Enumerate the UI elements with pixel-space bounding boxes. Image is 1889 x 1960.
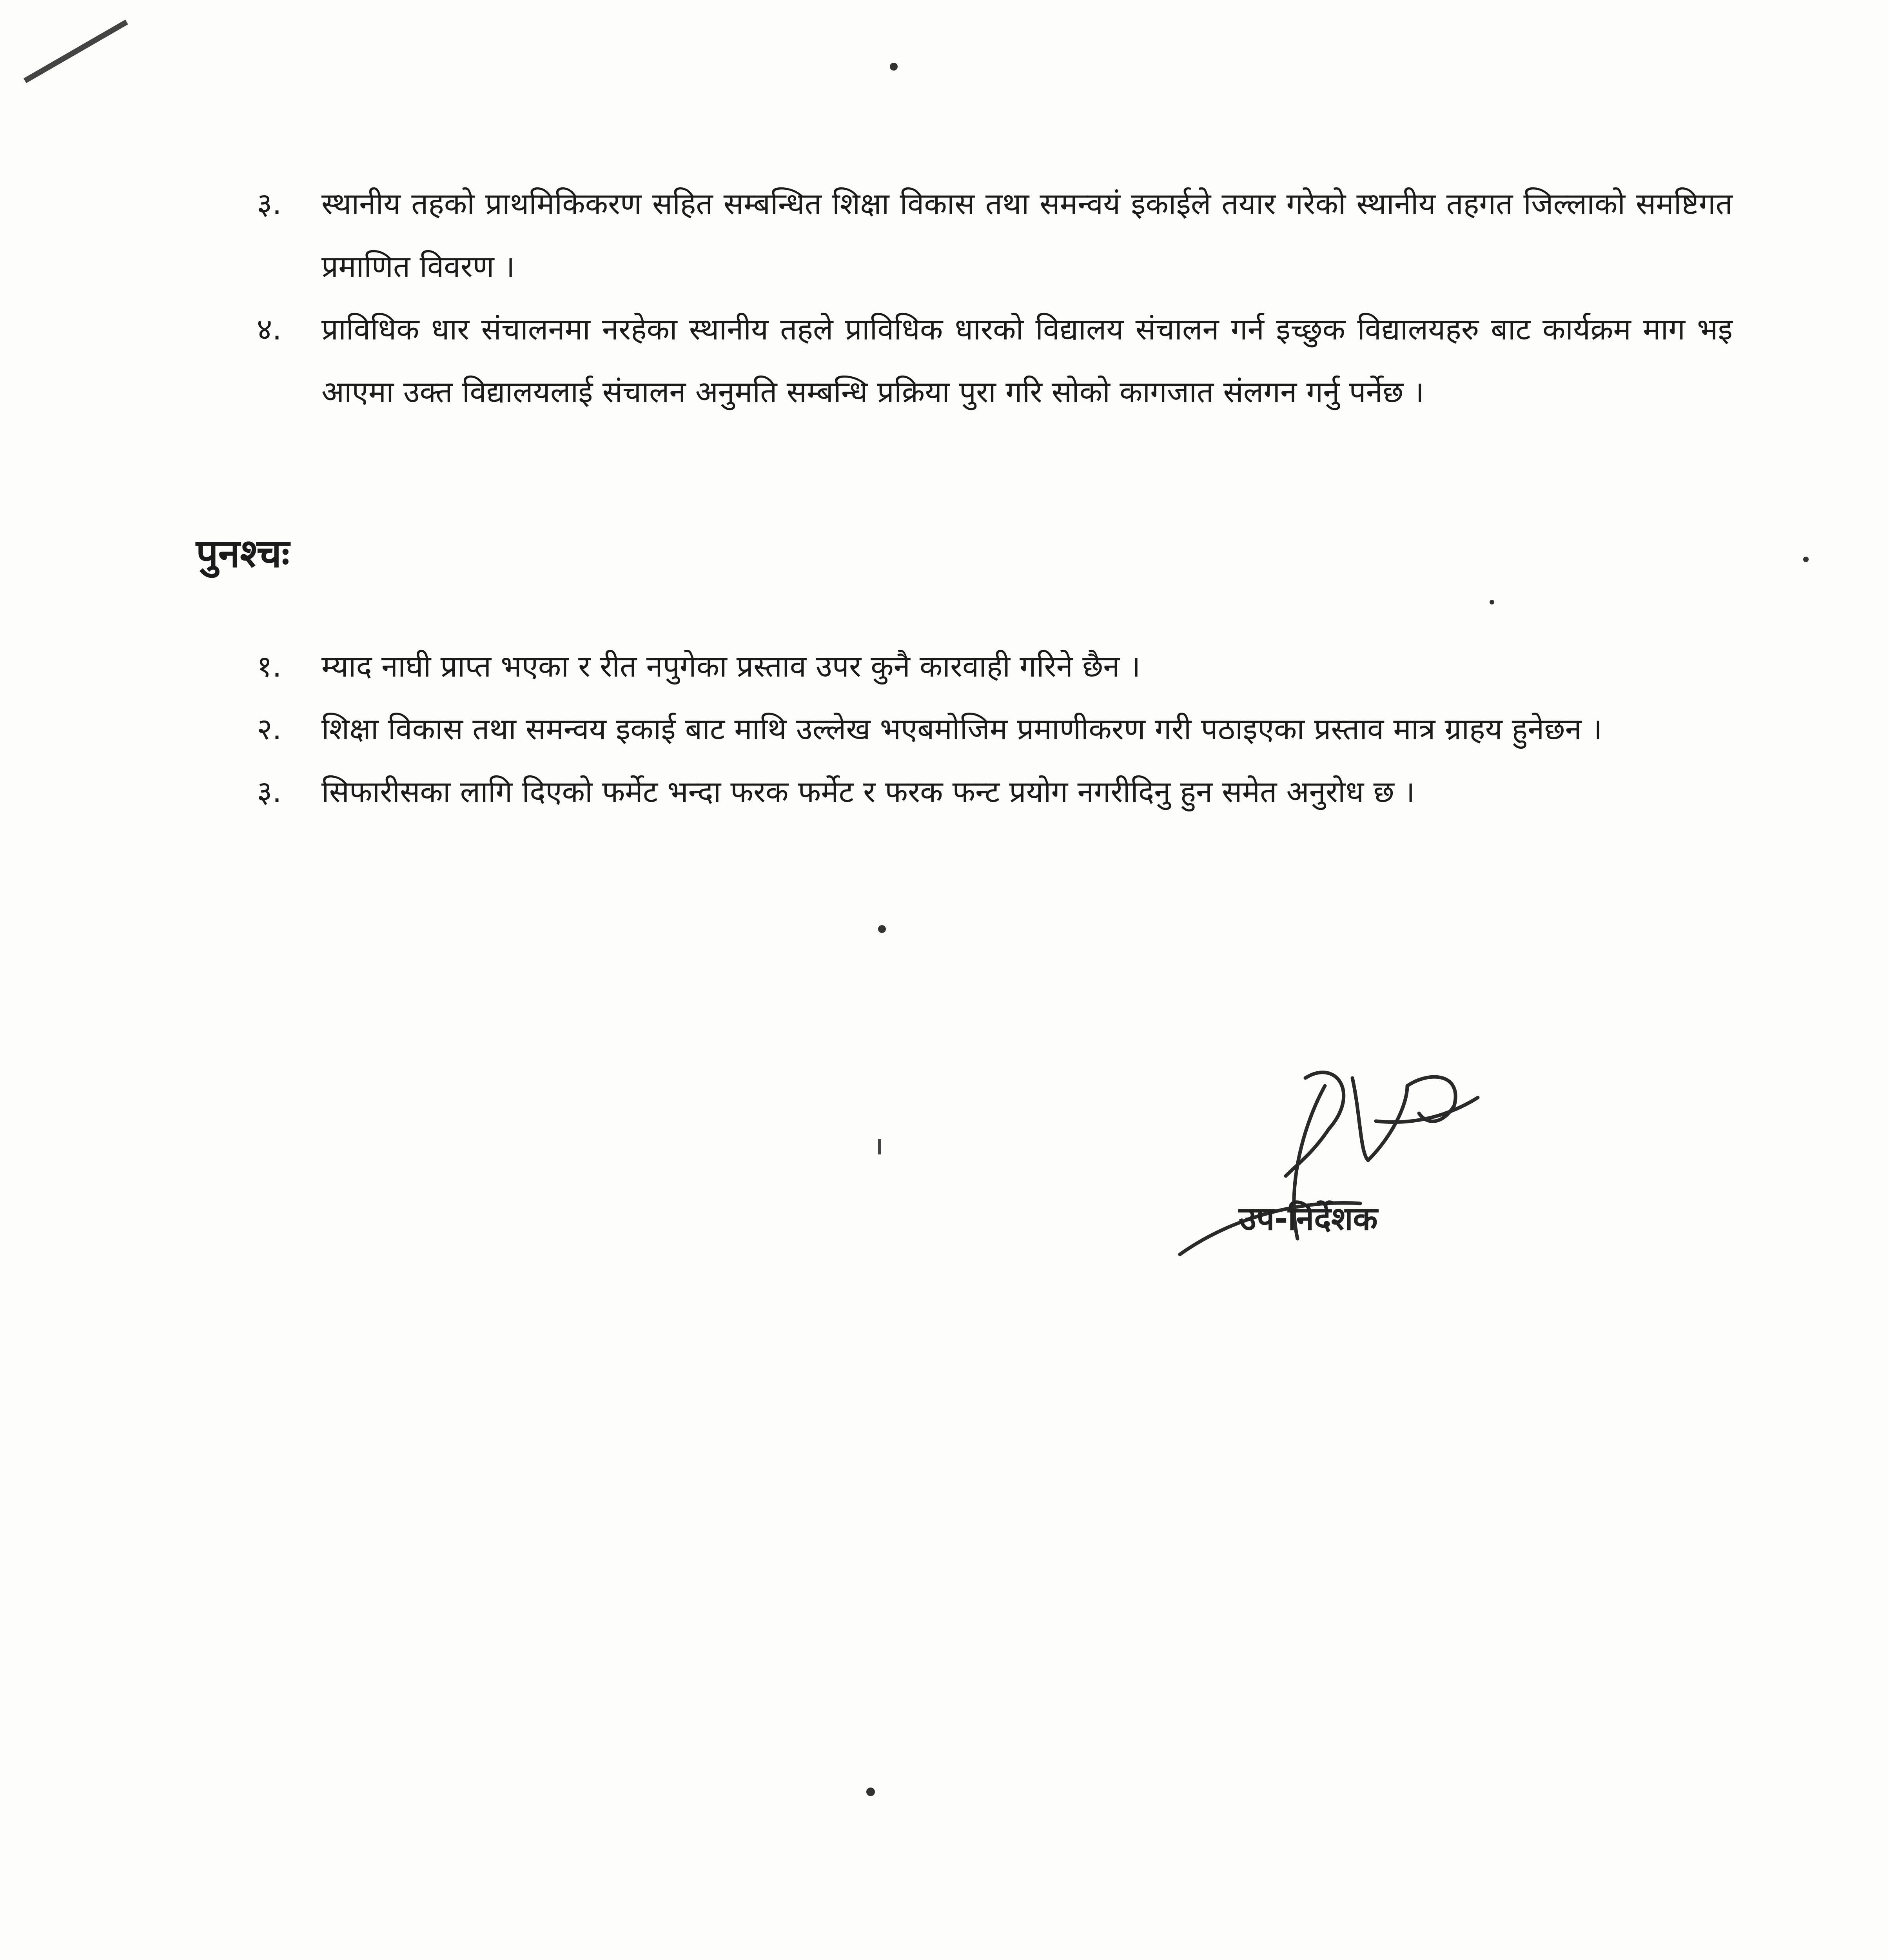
list-item — [0, 698, 1733, 760]
list-item — [0, 298, 1733, 423]
item-number: २. — [257, 711, 282, 746]
scan-speck — [1803, 557, 1809, 562]
item-number: ३. — [257, 186, 282, 221]
scan-mark — [878, 1139, 881, 1154]
scan-speck — [890, 63, 898, 71]
list-item — [0, 172, 1733, 298]
scan-speck — [1490, 600, 1494, 604]
item-text: शिक्षा विकास तथा समन्वय इकाई बाट माथि उल्लेख भएबमोजिम प्रमाणीकरण गरी पठाइएका प्रस्ताव मात्र ग्राहय हुनेछन । — [321, 711, 1602, 746]
item-number: ४. — [257, 312, 282, 347]
item-number: ३. — [257, 774, 282, 809]
item-text: सिफारीसका लागि दिएको फर्मेट भन्दा फरक फर्मेट र फरक फन्ट प्रयोग नगरीदिनु हुन समेत अनुरोध छ । — [321, 774, 1415, 809]
item-number: १. — [257, 649, 282, 684]
postscript-heading: पुनश्चः — [196, 530, 290, 576]
scan-corner-mark — [24, 20, 128, 83]
scan-speck — [866, 1788, 875, 1796]
list-item — [0, 760, 1733, 823]
item-text: म्याद नाघी प्राप्त भएका र रीत नपुगेका प्रस्ताव उपर कुनै कारवाही गरिने छैन । — [321, 649, 1141, 684]
postscript-list — [0, 635, 1889, 823]
scan-speck — [878, 925, 886, 933]
handwritten-signature — [1156, 1035, 1509, 1301]
list-item — [0, 635, 1733, 698]
requirements-list — [0, 172, 1889, 423]
signatory-title: उप-निर्देशक — [1239, 1200, 1378, 1238]
item-text: प्राविधिक धार संचालनमा नरहेका स्थानीय तहले प्राविधिक धारको विद्यालय संचालन गर्न इच्छुक विद्यालयहरु बाट कार्यक्रम माग भइ आएमा उक्त विद्यालयलाई संचालन अनुमति सम्बन्धि प्रक्रिया पुरा गरि सोको कागजात संलगन गर्नु पर्नेछ । — [321, 312, 1733, 409]
item-text: स्थानीय तहको प्राथमिकिकरण सहित सम्बन्धित शिक्षा विकास तथा समन्वयं इकाईले तयार गरेको स्थानीय तहगत जिल्लाको समष्टिगत प्रमाणित विवरण । — [321, 186, 1733, 284]
